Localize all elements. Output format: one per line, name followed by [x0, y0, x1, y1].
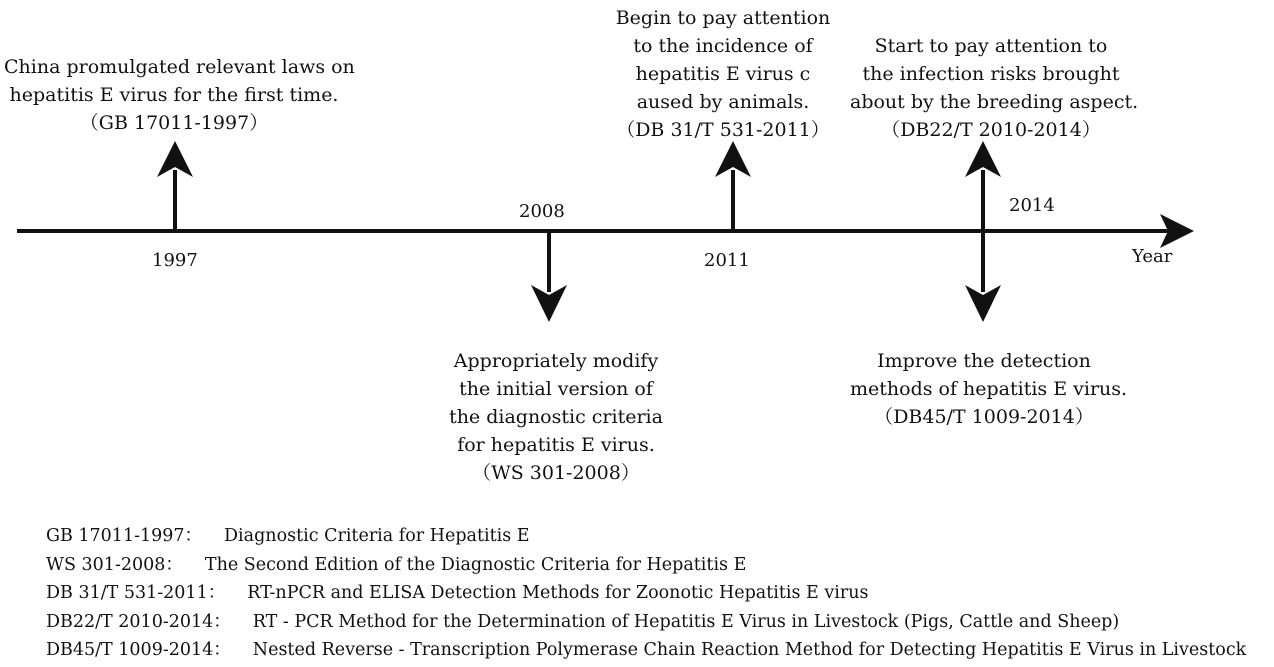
event-1997-label: [4, 53, 355, 137]
year-label-2011: 2011: [704, 250, 750, 271]
event-2008-standard: （WS 301-2008）: [472, 462, 640, 484]
legend-row: DB45/T 1009-2014： Nested Reverse - Transcription Polymerase Chain Reaction Method for Detecting Hepatitis E Virus in Livestock: [46, 640, 1247, 660]
event-2011-line-3: hepatitis E virus c: [635, 63, 811, 85]
legend-row: DB22/T 2010-2014： RT - PCR Method for the Determination of Hepatitis E Virus in Livestock (Pigs, Cattle and Sheep): [46, 611, 1120, 632]
event-2014-up-line-3: about by the breeding aspect.: [850, 91, 1139, 113]
event-2011-line-2: to the incidence of: [633, 35, 813, 57]
axis-unit-label: Year: [1132, 246, 1173, 267]
event-2014-up-label: [850, 32, 1139, 144]
event-2008-line-2: the initial version of: [459, 378, 653, 400]
year-label-2008: 2008: [519, 201, 565, 222]
event-2014-down-line-2: methods of hepatitis E virus.: [850, 378, 1128, 400]
event-2014-down-standard: （DB45/T 1009-2014）: [874, 406, 1094, 428]
event-2014-up-standard: （DB22/T 2010-2014）: [881, 119, 1101, 141]
event-2008-line-1: Appropriately modify: [453, 350, 659, 372]
event-2008-line-4: for hepatitis E virus.: [457, 434, 655, 456]
event-1997-line-1: China promulgated relevant laws on: [4, 56, 355, 78]
year-label-2014: 2014: [1009, 195, 1055, 216]
standards-legend: [46, 522, 1246, 665]
event-2011-line-4: aused by animals.: [636, 91, 810, 113]
event-2011-label: [608, 4, 838, 144]
legend-row: WS 301-2008： The Second Edition of the Diagnostic Criteria for Hepatitis E: [46, 554, 747, 575]
event-1997-line-2: hepatitis E virus for the first time.: [9, 84, 339, 106]
legend-row: GB 17011-1997： Diagnostic Criteria for Hepatitis E: [46, 526, 530, 546]
event-2014-down-label: [850, 347, 1128, 431]
event-2014-down-line-1: Improve the detection: [877, 350, 1091, 372]
legend-row: DB 31/T 531-2011： RT-nPCR and ELISA Detection Methods for Zoonotic Hepatitis E virus: [46, 583, 869, 603]
event-2014-up-line-2: the infection risks brought: [862, 63, 1120, 85]
event-2008-line-3: the diagnostic criteria: [449, 406, 663, 428]
event-2011-standard: （DB 31/T 531-2011）: [616, 119, 830, 141]
event-1997-standard: （GB 17011-1997）: [79, 112, 269, 134]
year-label-1997: 1997: [152, 250, 198, 271]
event-2008-label: [436, 347, 676, 487]
event-2014-up-line-1: Start to pay attention to: [874, 35, 1108, 57]
event-2011-line-1: Begin to pay attention: [615, 7, 831, 29]
